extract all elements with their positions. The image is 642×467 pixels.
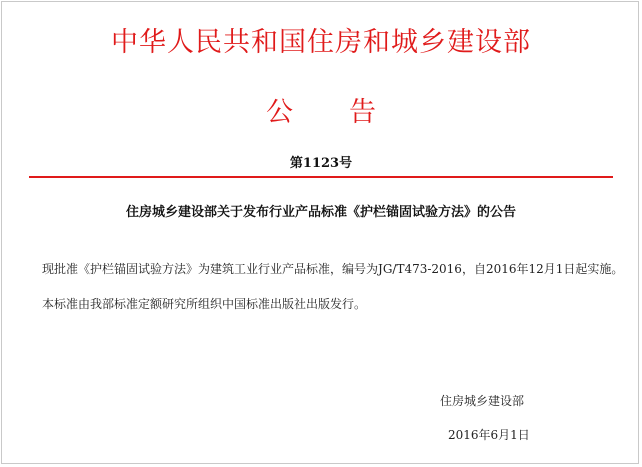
document-number: 第1123号 [289,156,353,171]
announcement-subject: 住房城乡建设部关于发布行业产品标准《护栏锚固试验方法》的公告 [125,205,516,220]
ministry-title: 中华人民共和国住房和城乡建设部 [111,27,531,58]
red-divider-line [29,176,613,178]
body-paragraph-2: 本标准由我部标准定额研究所组织中国标准出版社出版发行。 [42,297,367,311]
body-paragraph-1: 现批准《护栏锚固试验方法》为建筑工业行业产品标准，编号为JG/T473-2016，自2016年12月1日起实施。 [42,262,624,276]
notice-heading: 公告 [266,97,432,128]
signature-date: 2016年6月1日 [448,428,530,442]
signature-organization: 住房城乡建设部 [440,394,525,408]
document-frame [1,1,639,464]
